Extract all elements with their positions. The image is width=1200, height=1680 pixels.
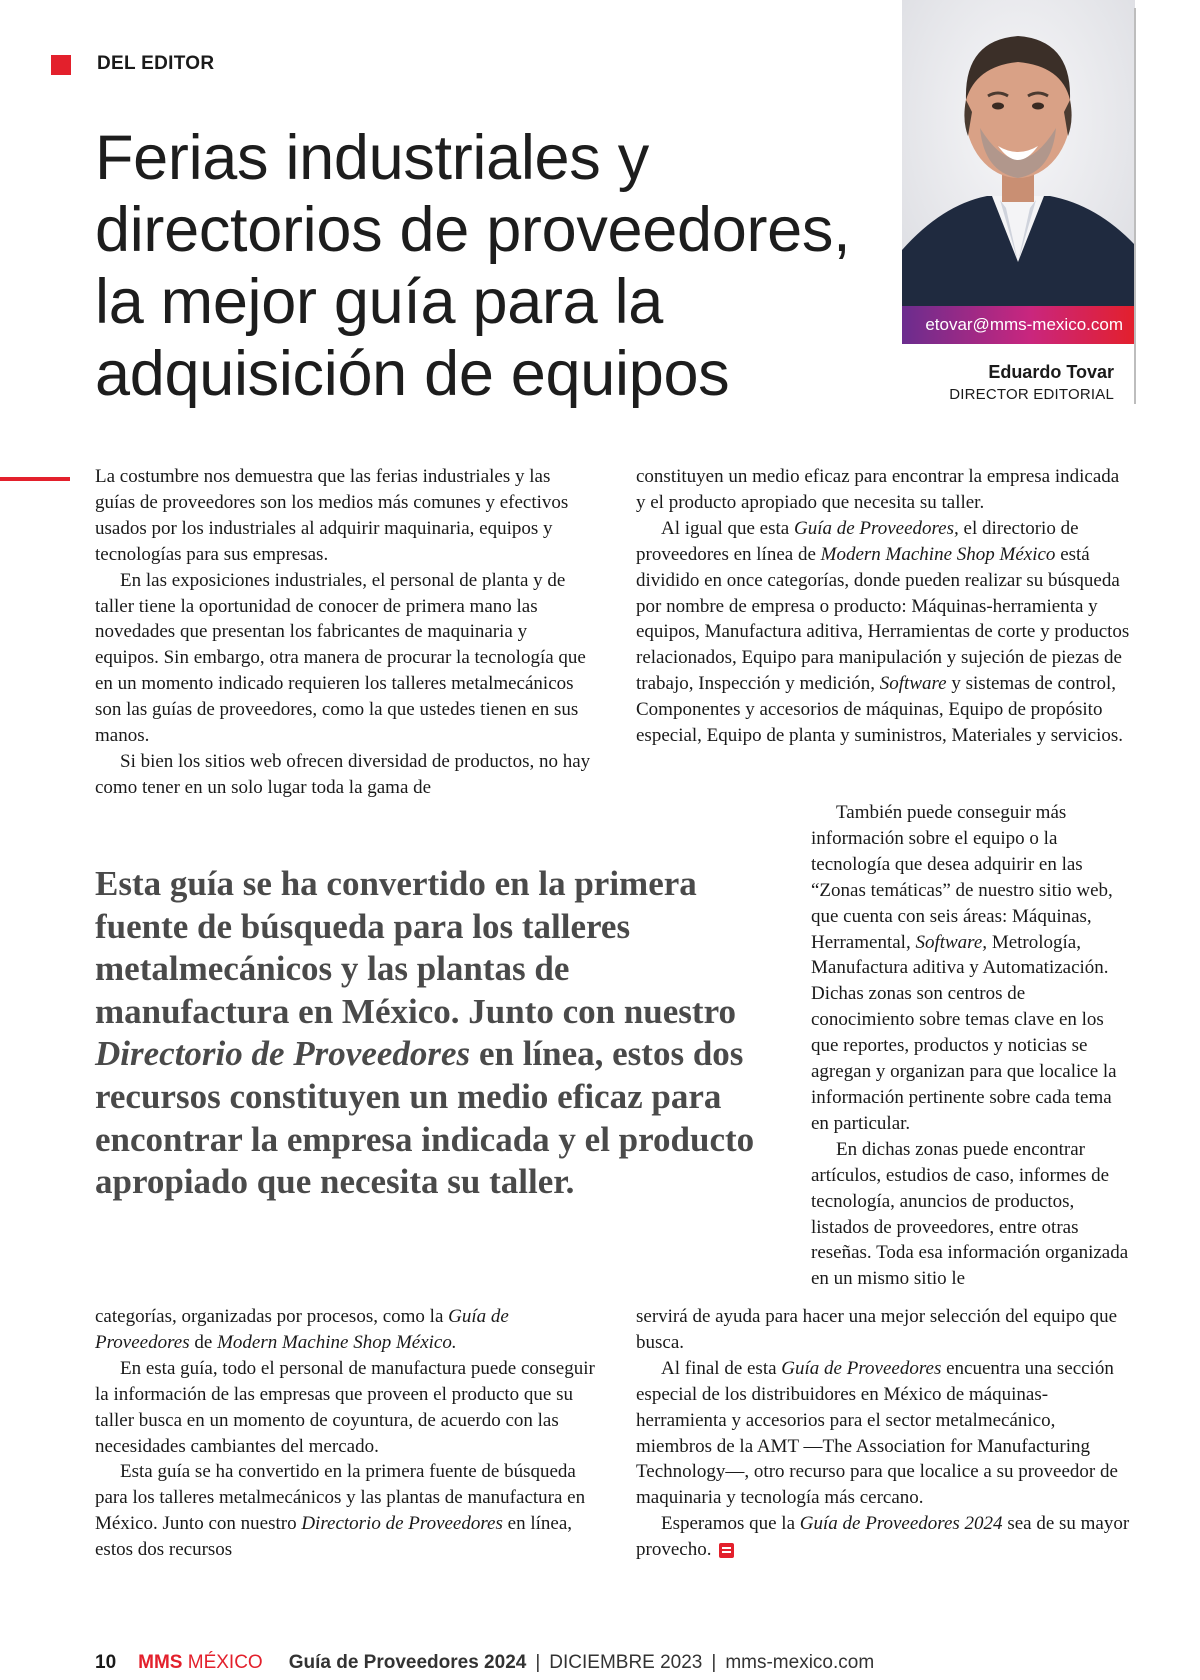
footer-brand: MMS <box>138 1652 183 1673</box>
section-square-icon <box>51 55 71 75</box>
body-paragraph: Esperamos que la Guía de Proveedores 2024 sea de su mayor provecho. <box>636 1513 1130 1561</box>
body-column-right-narrow <box>811 800 1132 1292</box>
body-column-right-bottom <box>636 1304 1132 1563</box>
body-paragraph: Esta guía se ha convertido en la primera fuente de búsqueda para los talleres metalmecánicos y las plantas de manufactura en México. Junto con nuestro Directorio de Proveedores en línea, estos dos recursos <box>95 1461 586 1561</box>
body-paragraph: En esta guía, todo el personal de manufactura puede conseguir la información de las empresas que proveen el producto que su taller busca en un momento de coyuntura, de acuerdo con las necesidades cambiantes del mercado. <box>95 1357 595 1457</box>
footer-separator: | <box>535 1652 541 1673</box>
footer-separator: | <box>711 1652 717 1673</box>
end-of-article-icon <box>719 1543 734 1558</box>
body-paragraph: En dichas zonas puede encontrar artículos, estudios de caso, informes de tecnología, anuncios de productos, listados de proveedores, entre otras reseñas. Toda esa información organizada en un mismo sitio le <box>811 1138 1129 1290</box>
footer-brand-light: MÉXICO <box>187 1652 263 1673</box>
page-number: 10 <box>95 1652 117 1673</box>
author-email[interactable]: etovar@mms-mexico.com <box>902 306 1135 344</box>
pull-quote: Esta guía se ha convertido en la primera fuente de búsqueda para los talleres metalmecánicos y las plantas de manufactura en México. Junto con nuestro Directorio de Proveedores en línea, estos dos recursos constituyen un medio eficaz para encontrar la empresa indicada y el producto apropiado que necesita su taller. <box>95 864 755 1202</box>
body-column-left-top <box>95 464 595 801</box>
body-paragraph: Si bien los sitios web ofrecen diversidad de productos, no hay como tener en un solo lugar toda la gama de <box>95 750 591 798</box>
body-paragraph: La costumbre nos demuestra que las ferias industriales y las guías de proveedores son los medios más comunes y efectivos usados por los industriales al adquirir maquinaria, equipos y tecnologías para sus empresas. <box>95 466 569 565</box>
divider <box>1134 8 1136 404</box>
body-paragraph: constituyen un medio eficaz para encontrar la empresa indicada y el producto apropiado que necesita su taller. <box>636 466 1120 513</box>
page-footer <box>95 1652 874 1674</box>
body-paragraph: También puede conseguir más información sobre el equipo o la tecnología que desea adquirir en las “Zonas temáticas” de nuestro sitio web, que cuenta con seis áreas: Máquinas, Herramental, Software, Metrología, Manufactura aditiva y Automatización. Dichas zonas son centros de conocimiento sobre temas clave en los que reportes, productos y noticias se agregan y organizan para que localice la información pertinente sobre cada tema en particular. <box>811 802 1117 1134</box>
footer-date: DICIEMBRE 2023 <box>549 1652 703 1673</box>
author-portrait-illustration <box>902 0 1135 344</box>
author-title: DIRECTOR EDITORIAL <box>949 386 1114 403</box>
footer-guide-title: Guía de Proveedores 2024 <box>288 1652 527 1673</box>
body-paragraph: Al final de esta Guía de Proveedores encuentra una sección especial de los distribuidores en México de máquinas-herramienta y accesorios para el sector metalmecánico, miembros de la AMT —The Association for Manufacturing Technology—, otro recurso para que localice a su proveedor de maquinaria y tecnología más cercano. <box>636 1357 1118 1509</box>
body-column-left-bottom <box>95 1304 595 1563</box>
article-headline: Ferias industriales y directorios de proveedores, la mejor guía para la adquisición de equipos <box>95 123 851 409</box>
body-paragraph: En las exposiciones industriales, el personal de planta y de taller tiene la oportunidad de conocer de primera mano las novedades que presentan los fabricantes de maquinaria y equipos. Sin embargo, otra manera de procurar la tecnología que en un momento indicado requieren los talleres metalmecánicos son las guías de proveedores, como la que ustedes tienen en sus manos. <box>95 569 586 747</box>
accent-rule <box>0 477 70 481</box>
body-paragraph: Al igual que esta Guía de Proveedores, el directorio de proveedores en línea de Modern Machine Shop México está dividido en once categorías, donde pueden realizar su búsqueda por nombre de empresa o producto: Máquinas-herramienta y equipos, Manufactura aditiva, Herramientas de corte y productos relacionados, Equipo para manipulación y sujeción de piezas de trabajo, Inspección y medición, Software y sistemas de control, Componentes y accesorios de máquinas, Equipo de propósito especial, Equipo de planta y suministros, Materiales y servicios. <box>636 517 1130 747</box>
author-photo <box>902 0 1135 344</box>
section-label: DEL EDITOR <box>97 53 215 74</box>
footer-website-link[interactable]: mms-mexico.com <box>725 1652 875 1673</box>
body-column-right-top <box>636 464 1132 749</box>
author-name: Eduardo Tovar <box>988 362 1114 382</box>
body-paragraph: servirá de ayuda para hacer una mejor selección del equipo que busca. <box>636 1306 1118 1353</box>
body-paragraph: categorías, organizadas por procesos, como la Guía de Proveedores de Modern Machine Shop México. <box>95 1306 509 1353</box>
